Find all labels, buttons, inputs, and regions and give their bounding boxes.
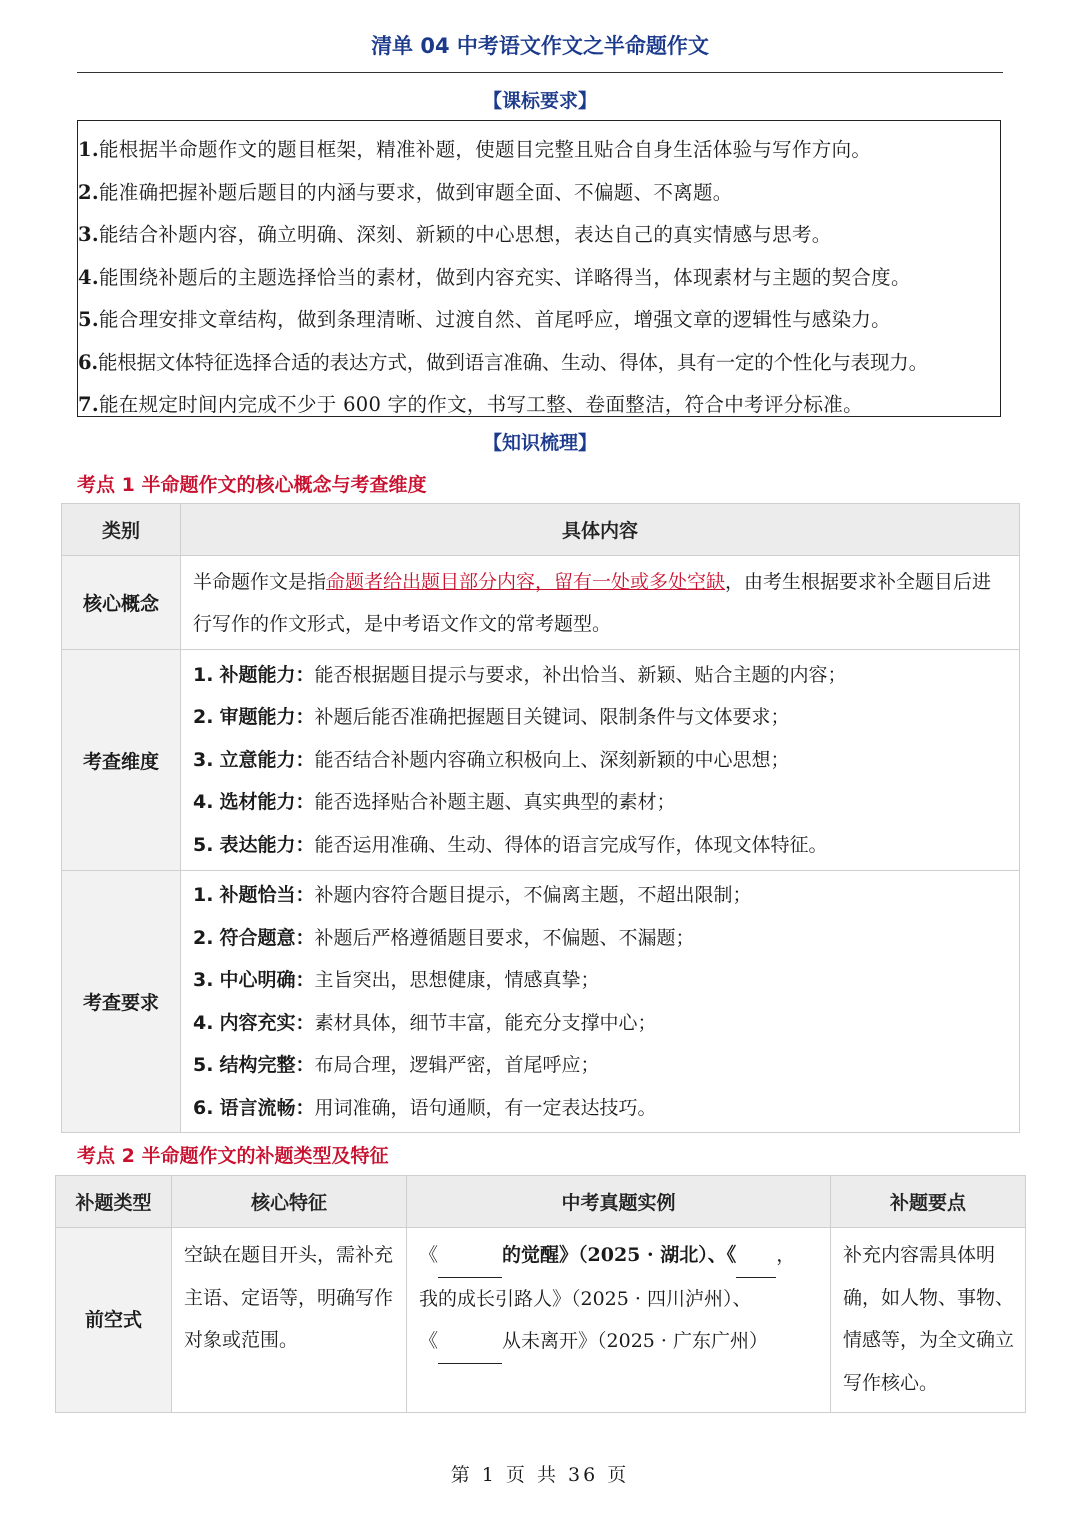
standard-item <box>78 214 1000 257</box>
list-item <box>193 874 1009 917</box>
standard-text: 能合理安排文章结构，做到条理清晰、过渡自然、首尾呼应，增强文章的逻辑性与感染力。 <box>98 308 891 331</box>
kp2-table <box>55 1175 1026 1413</box>
row-label-dimensions: 考查维度 <box>62 650 181 871</box>
col-header-examples: 中考真题实例 <box>407 1176 831 1228</box>
item-num: 2. <box>193 926 214 949</box>
blank-line <box>438 1320 502 1364</box>
item-label: 补题能力： <box>219 663 315 686</box>
list-item <box>193 696 1009 739</box>
list-item <box>193 739 1009 782</box>
standard-text: 能在规定时间内完成不少于 600 字的作文，书写工整、卷面整洁，符合中考评分标准。 <box>98 393 863 416</box>
item-label: 立意能力： <box>219 748 315 771</box>
example-text: 、《 <box>707 1244 737 1266</box>
item-label: 内容充实： <box>219 1011 315 1034</box>
example-line: 我的成长引路人》（2025 · 四川泸州）、 <box>419 1287 752 1310</box>
item-text: 补题后能否准确把握题目关键词、限制条件与文体要求； <box>314 706 790 729</box>
standard-num: 6. <box>78 350 98 374</box>
blank-line <box>736 1234 776 1278</box>
standard-item <box>78 172 1000 215</box>
item-text: 布局合理，逻辑严密，首尾呼应； <box>314 1054 600 1076</box>
page-title: 清单 04 中考语文作文之半命题作文 <box>371 34 709 58</box>
list-item <box>193 1044 1009 1087</box>
item-num: 4. <box>193 791 214 814</box>
standard-text: 能准确把握补题后题目的内涵与要求，做到审题全面、不偏题、不离题。 <box>98 180 733 204</box>
example-line <box>419 1320 820 1364</box>
standard-item <box>78 299 1000 342</box>
item-label: 符合题意： <box>219 926 315 949</box>
item-num: 3. <box>193 748 214 771</box>
row-label-concept: 核心概念 <box>62 556 181 650</box>
standard-item <box>78 342 1000 385</box>
standard-num: 1. <box>78 138 99 161</box>
kp1-table <box>61 503 1020 1133</box>
table-row-concept <box>62 556 1020 650</box>
list-item <box>193 654 1009 697</box>
item-label: 表达能力： <box>219 833 315 856</box>
item-num: 6. <box>193 1096 214 1119</box>
item-text: 能否选择贴合补题主题、真实典型的素材； <box>314 791 676 814</box>
item-label: 中心明确： <box>219 969 315 991</box>
item-label: 结构完整： <box>219 1054 315 1076</box>
example-text: 《 <box>419 1244 439 1266</box>
standard-num: 4. <box>78 265 99 289</box>
list-item <box>193 824 1009 867</box>
kp2-title: 考点 2 半命题作文的补题类型及特征 <box>77 1145 389 1167</box>
standard-num: 7. <box>78 393 99 416</box>
item-num: 5. <box>193 1054 214 1076</box>
concept-text-post: ，由考生根据要求补全题目后进行写作的作文形式，是中考语文作文的常考题型。 <box>193 570 992 635</box>
standard-text: 能结合补题内容，确立明确、深刻、新颖的中心思想，表达自己的真实情感与思考。 <box>98 223 832 246</box>
item-label: 审题能力： <box>219 706 315 729</box>
item-text: 补题内容符合题目提示，不偏离主题，不超出限制； <box>314 884 752 906</box>
type-cell: 前空式 <box>56 1228 172 1413</box>
examples-cell <box>407 1228 831 1413</box>
blank-line <box>438 1234 502 1278</box>
item-label: 补题恰当： <box>219 884 315 906</box>
item-num: 5. <box>193 833 214 856</box>
list-item <box>193 781 1009 824</box>
list-item <box>193 917 1009 960</box>
item-num: 1. <box>193 663 214 686</box>
col-header-points: 补题要点 <box>831 1176 1026 1228</box>
item-num: 2. <box>193 706 214 729</box>
section-heading-knowledge: 【知识梳理】 <box>482 432 597 454</box>
table-row <box>56 1228 1026 1413</box>
list-item <box>193 959 1009 1002</box>
row-label-requirements: 考查要求 <box>62 871 181 1133</box>
example-text: ， <box>776 1244 796 1266</box>
standard-item <box>78 129 1000 172</box>
item-text: 能否结合补题内容确立积极向上、深刻新颖的中心思想； <box>314 748 790 771</box>
item-text: 主旨突出，思想健康，情感真挚； <box>314 969 600 991</box>
section-heading-standards: 【课标要求】 <box>482 90 597 112</box>
table-row-dimensions <box>62 650 1020 871</box>
list-item <box>193 1087 1009 1130</box>
item-text: 用词准确，语句通顺，有一定表达技巧。 <box>314 1096 657 1119</box>
example-title: 从未离开》（2025 · 广东广州） <box>502 1330 768 1352</box>
standard-text: 能根据文体特征选择合适的表达方式，做到语言准确、生动、得体，具有一定的个性化与表现力。 <box>97 350 928 374</box>
list-item <box>193 1002 1009 1045</box>
concept-content <box>181 556 1020 650</box>
col-header-content: 具体内容 <box>181 504 1020 556</box>
item-text: 素材具体，细节丰富，能充分支撑中心； <box>314 1011 657 1034</box>
example-text: 《 <box>419 1330 439 1352</box>
item-text: 能否运用准确、生动、得体的语言完成写作，体现文体特征。 <box>314 833 828 856</box>
item-label: 选材能力： <box>219 791 315 814</box>
item-label: 语言流畅： <box>219 1096 315 1119</box>
kp1-title: 考点 1 半命题作文的核心概念与考查维度 <box>77 474 427 496</box>
header-divider <box>77 72 1003 73</box>
item-text: 补题后严格遵循题目要求，不偏题、不漏题； <box>314 926 695 949</box>
kp1-header-row <box>62 504 1020 556</box>
item-text: 能否根据题目提示与要求，补出恰当、新颖、贴合主题的内容； <box>314 663 847 686</box>
standard-text: 能围绕补题后的主题选择恰当的素材，做到内容充实、详略得当，体现素材与主题的契合度。 <box>98 265 911 289</box>
standards-box <box>77 120 1001 417</box>
feature-cell: 空缺在题目开头，需补充主语、定语等，明确写作对象或范围。 <box>172 1228 407 1413</box>
col-header-type: 补题类型 <box>56 1176 172 1228</box>
standard-text: 能根据半命题作文的题目框架，精准补题，使题目完整且贴合自身生活体验与写作方向。 <box>98 138 872 161</box>
col-header-category: 类别 <box>62 504 181 556</box>
example-title: 的觉醒》（2025 · 湖北） <box>502 1244 708 1266</box>
standard-num: 5. <box>78 308 99 331</box>
standard-item <box>78 257 1000 300</box>
requirements-content <box>181 871 1020 1133</box>
standard-num: 3. <box>78 223 99 246</box>
points-cell: 补充内容需具体明确，如人物、事物、情感等，为全文确立写作核心。 <box>831 1228 1026 1413</box>
dimensions-content <box>181 650 1020 871</box>
col-header-feature: 核心特征 <box>172 1176 407 1228</box>
concept-highlight: 命题者给出题目部分内容，留有一处或多处空缺 <box>326 570 726 593</box>
item-num: 4. <box>193 1011 214 1034</box>
concept-text-pre: 半命题作文是指 <box>193 570 327 593</box>
standard-item <box>78 384 1000 427</box>
standard-num: 2. <box>78 180 99 204</box>
example-line <box>419 1234 820 1278</box>
page-footer: 第 1 页 共 36 页 <box>450 1464 630 1486</box>
kp2-header-row <box>56 1176 1026 1228</box>
item-num: 3. <box>193 969 214 991</box>
item-num: 1. <box>193 884 214 906</box>
table-row-requirements <box>62 871 1020 1133</box>
